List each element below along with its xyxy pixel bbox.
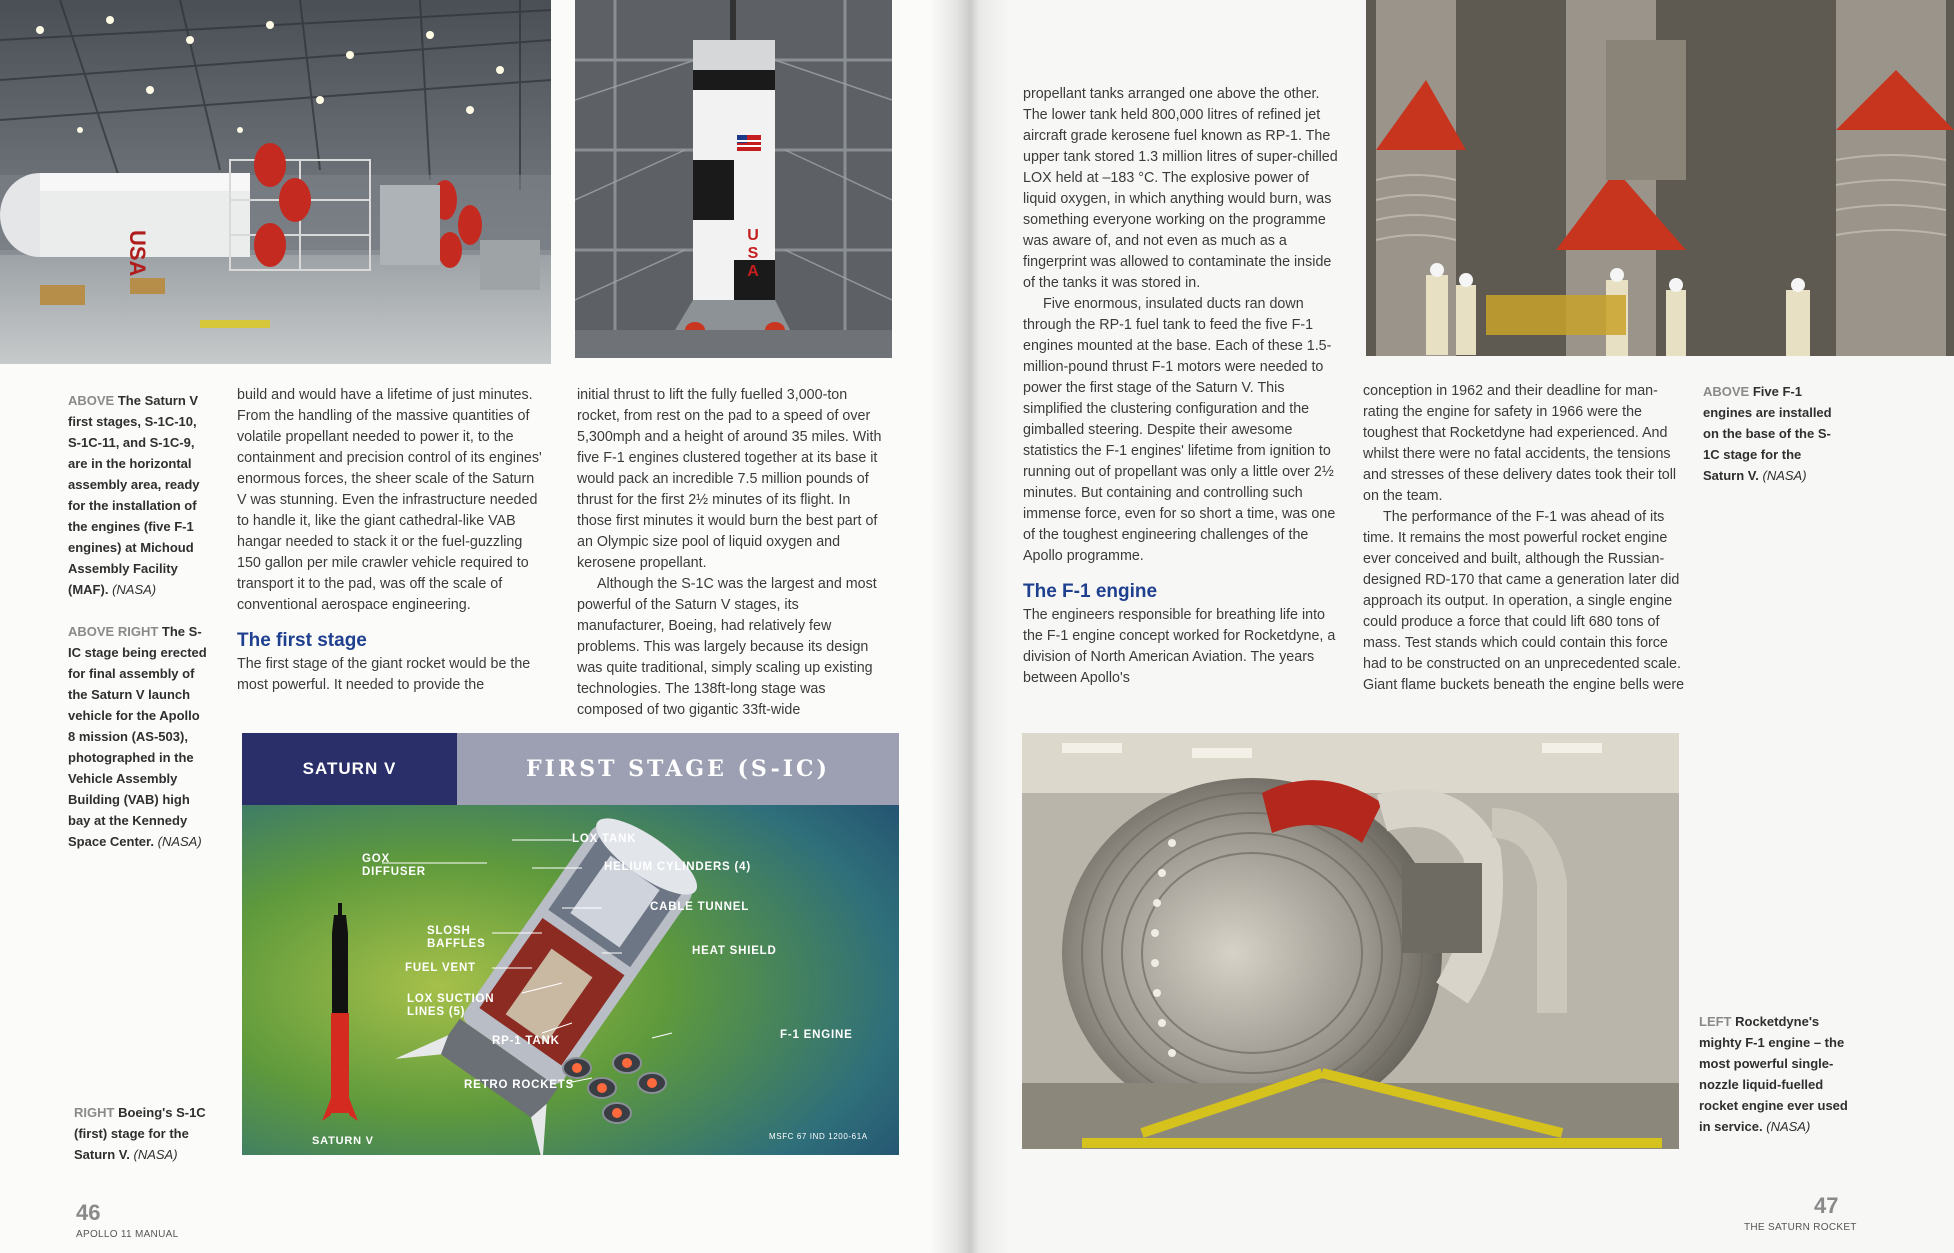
paragraph: Five enormous, insulated ducts ran down through the RP-1 fuel tank to feed the five F-1 engines mounted at the base. Each of these 1.5-million-pound thrust F-1 motors were needed to power the first stage of the Saturn V. This simplified the clustering configuration and the gimballed steering. Despite their awesome statistics the F-1 engines' lifetime from ignition to running out of propellant was only a little over 2½ minutes. But containing and controlling such immense force, even for so short a time, was one of the toughest engineering challenges of the Apollo programme.	[1023, 296, 1336, 564]
left-column-1	[237, 385, 547, 696]
label-gox-diffuser: GOX DIFFUSER	[362, 853, 426, 878]
heading-first-stage: The first stage	[237, 630, 367, 651]
caption-tag: ABOVE	[68, 393, 115, 408]
label-retro-rockets: RETRO ROCKETS	[464, 1079, 575, 1091]
right-page	[958, 0, 1954, 1253]
caption-source: (NASA)	[157, 834, 202, 849]
caption-text: Boeing's S-1C (first) stage for the Saturn V.	[74, 1105, 206, 1162]
label-msfc-code: MSFC 67 IND 1200-61A	[769, 1132, 868, 1141]
svg-text:A: A	[747, 263, 759, 280]
heading-f1-engine: The F-1 engine	[1023, 581, 1158, 602]
paragraph: propellant tanks arranged one above the other. The lower tank held 800,000 litres of refined jet aircraft grade kerosene fuel known as RP-1. The upper tank stored 1.3 million litres of super-chilled LOX held at –183 °C. The explosive power of liquid oxygen, in which anything would burn, was something everyone working on the programme was aware of, and not even as much as a fingerprint was allowed to contaminate the inside of the tanks it was stored in.	[1023, 86, 1338, 291]
svg-text:USA: USA	[125, 230, 150, 277]
paragraph: The first stage of the giant rocket would be the most powerful. It needed to provide the	[237, 656, 531, 693]
running-head-right: THE SATURN ROCKET	[1744, 1222, 1857, 1233]
svg-text:S: S	[747, 245, 759, 262]
diagram-header-saturn-v: SATURN V	[242, 733, 457, 805]
caption-text: The S-IC stage being erected for final assembly of the Saturn V launch vehicle for the Apollo 8 mission (AS-503), photographed in the Vehicle Assembly Building (VAB) high bay at the Kennedy Space Center.	[68, 624, 207, 849]
saturn-v-silhouette-icon	[322, 903, 358, 1121]
right-column-2	[1363, 381, 1685, 696]
photo-sic-erected	[575, 0, 892, 358]
svg-text:U: U	[747, 227, 759, 244]
label-lox-suction-lines: LOX SUCTION LINES (5)	[407, 993, 495, 1018]
paragraph: Although the S-1C was the largest and most powerful of the Saturn V stages, its manufacturer, Boeing, had relatively few problems. This was largely because its design was quite traditional, simply scaling up existing technologies. The 138ft-long stage was composed of two gigantic 33ft-wide	[577, 576, 877, 718]
caption-source: (NASA)	[133, 1147, 178, 1162]
paragraph: The performance of the F-1 was ahead of its time. It remains the most powerful rocket engine ever conceived and built, although the Russian-designed RD-170 that came a generation later did approach its output. In operation, a single engine could produce a force that could lift 680 tons of mass. Test stands which could contain this force had to be constructed on an unprecedented scale. Giant flame buckets beneath the engine bells were	[1363, 509, 1685, 693]
label-slosh-baffles: SLOSH BAFFLES	[427, 925, 486, 950]
caption-source: (NASA)	[112, 582, 157, 597]
caption-f1-engine	[1699, 1011, 1849, 1137]
caption-tag: RIGHT	[74, 1105, 115, 1120]
paragraph: build and would have a lifetime of just minutes. From the handling of the massive quantities of volatile propellant needed to power it, to the containment and precision control of its engines' enormous forces, the sheer scale of the Saturn V was stunning. Even the infrastructure needed to handle it, like the giant cathedral-like VAB hangar needed to stack it or the fuel-guzzling 150 gallon per mile crawler vehicle required to transport it to the pad, was off the scale of conventional aerospace engineering.	[237, 387, 542, 613]
caption-text: The Saturn V first stages, S-1C-10, S-1C-11, and S-1C-9, are in the horizontal assembly area, ready for the installation of the engines (five F-1 engines) at Michoud Assembly Facility (MAF).	[68, 393, 200, 597]
caption-horizontal-assembly	[68, 390, 208, 600]
caption-source: (NASA)	[1766, 1119, 1811, 1134]
label-saturn-v-small: SATURN V	[312, 1135, 374, 1147]
diagram-artwork	[242, 733, 899, 1155]
label-lox-tank: LOX TANK	[572, 833, 637, 845]
caption-tag: LEFT	[1699, 1014, 1732, 1029]
photo-f1-engine	[1022, 733, 1679, 1149]
label-fuel-vent: FUEL VENT	[405, 962, 476, 974]
label-helium-cylinders: HELIUM CYLINDERS (4)	[604, 861, 751, 873]
page-number-right: 47	[1814, 1193, 1839, 1218]
photo-horizontal-assembly	[0, 0, 551, 364]
label-cable-tunnel: CABLE TUNNEL	[650, 901, 750, 913]
caption-text: Rocketdyne's mighty F-1 engine – the most powerful single-nozzle liquid-fuelled rocket engine ever used in service.	[1699, 1014, 1848, 1134]
page-number-left: 46	[76, 1200, 101, 1225]
caption-text: Five F-1 engines are installed on the base of the S-1C stage for the Saturn V.	[1703, 384, 1832, 483]
caption-tag: ABOVE RIGHT	[68, 624, 159, 639]
photo-engines-installed	[1366, 0, 1954, 356]
right-column-1	[1023, 84, 1339, 689]
caption-source: (NASA)	[1762, 468, 1807, 483]
caption-tag: ABOVE	[1703, 384, 1750, 399]
paragraph: initial thrust to lift the fully fuelled 3,000-ton rocket, from rest on the pad to a speed of over 5,300mph and a height of around 35 miles. With five F-1 engines clustered together at its base it would pack an incredible 7.5 million pounds of thrust for the first 2½ minutes of its flight. In those first minutes it would burn the best part of an Olympic size pool of liquid oxygen and kerosene propellant.	[577, 387, 882, 571]
diagram-header-first-stage: FIRST STAGE (S-IC)	[457, 733, 899, 805]
caption-engines-installed	[1703, 381, 1843, 486]
left-page	[0, 0, 958, 1253]
caption-sic-erected	[68, 621, 208, 852]
paragraph: The engineers responsible for breathing life into the F-1 engine concept worked for Rocketdyne, a division of North American Aviation. The years between Apollo's	[1023, 607, 1336, 686]
caption-diagram	[74, 1102, 214, 1165]
saturn-v-first-stage-diagram	[242, 733, 899, 1155]
paragraph: conception in 1962 and their deadline for man-rating the engine for safety in 1966 were the toughest that Rocketdyne had experienced. And whilst there were no fatal accidents, the tensions and stresses of these delivery dates took their toll on the team.	[1363, 383, 1677, 504]
running-head-left: APOLLO 11 MANUAL	[76, 1229, 179, 1240]
label-heat-shield: HEAT SHIELD	[692, 945, 777, 957]
left-column-2	[577, 385, 889, 721]
label-rp1-tank: RP-1 TANK	[492, 1035, 560, 1047]
label-f1-engine: F-1 ENGINE	[780, 1029, 853, 1041]
